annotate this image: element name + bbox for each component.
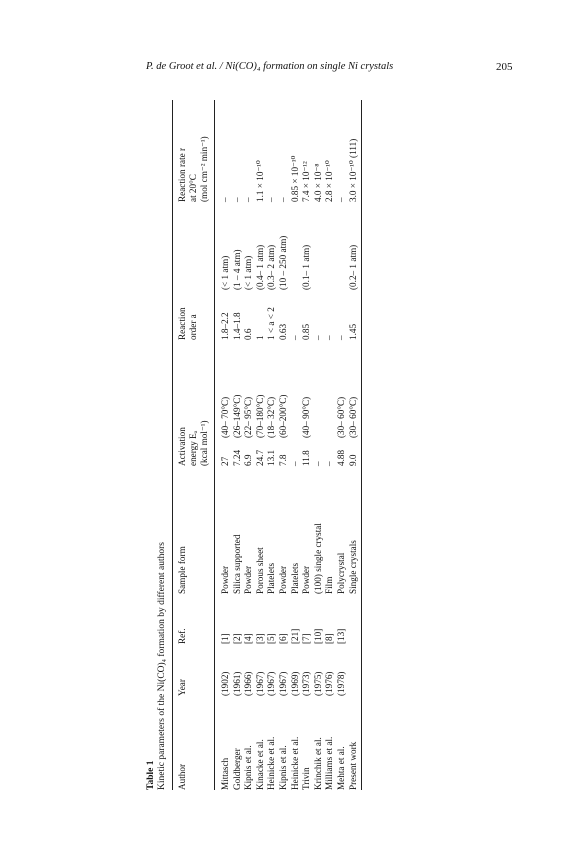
cell-ea: 4.88 xyxy=(336,449,346,466)
cell-ea: 6.9 xyxy=(243,454,254,466)
cell-ref: [10] xyxy=(312,628,323,644)
cell-ref: [1] xyxy=(220,633,230,644)
cell-ea: 27 xyxy=(220,456,230,466)
cell-sample: (100) single crystal xyxy=(312,523,323,594)
cell-sample: Powder xyxy=(278,565,288,594)
table-row xyxy=(232,100,243,790)
cell-author: Kipnis et al. xyxy=(278,745,288,790)
cell-year: (1967) xyxy=(254,671,265,696)
cell-ref: [8] xyxy=(324,633,335,644)
cell-order: 1.8–2.2 xyxy=(220,312,230,340)
cell-order-range: (< 1 atm) xyxy=(243,255,254,290)
cell-author: Kipnis et al. xyxy=(243,745,254,790)
cell-ref: [7] xyxy=(301,633,312,644)
cell-sample: Platelets xyxy=(266,562,277,594)
cell-year: (1967) xyxy=(266,671,277,696)
cell-ref: [5] xyxy=(266,633,277,644)
cell-ref: [4] xyxy=(243,633,254,644)
cell-author: Goldberger xyxy=(231,748,242,790)
cell-rate: 4.0 × 10⁻⁸ xyxy=(312,163,323,202)
table-label: Table 1 xyxy=(146,760,156,790)
cell-order: – xyxy=(312,335,323,340)
cell-order: 0.63 xyxy=(278,323,288,340)
cell-sample: Single crystals xyxy=(347,540,358,594)
cell-sample: Platelets xyxy=(289,562,300,594)
table-row xyxy=(266,100,277,790)
header-author: Author xyxy=(177,763,187,790)
cell-order: – xyxy=(336,335,346,340)
cell-order: 0.6 xyxy=(243,328,254,340)
cell-ea: – xyxy=(324,461,335,466)
cell-sample: Porous sheet xyxy=(254,547,265,594)
header-rate-2: at 20°C xyxy=(188,174,198,202)
cell-ea-range: (30– 60°C) xyxy=(347,396,358,438)
table-row xyxy=(313,100,324,790)
cell-ea-range: (40– 70°C) xyxy=(220,396,230,438)
cell-order: 1.45 xyxy=(347,323,358,340)
cell-order: – xyxy=(324,335,335,340)
cell-ref: [21] xyxy=(289,628,300,644)
header-order-1: Reaction xyxy=(177,307,187,340)
cell-rate: – xyxy=(336,197,346,202)
header-activation-3: (kcal mol⁻¹) xyxy=(199,420,209,466)
table-row xyxy=(255,100,266,790)
table-row xyxy=(278,100,289,790)
bottom-rule xyxy=(361,100,362,790)
cell-order: – xyxy=(289,335,300,340)
cell-year: (1973) xyxy=(301,671,312,696)
header-rate-3: (mol cm⁻² min⁻¹) xyxy=(199,136,209,202)
cell-author: Trivin xyxy=(301,767,312,790)
cell-rate: – xyxy=(220,197,230,202)
cell-rate: 3.0 × 10⁻¹⁰ (111) xyxy=(347,138,358,202)
cell-sample: Polycrystal xyxy=(336,552,346,594)
cell-order-range: (10 – 250 atm) xyxy=(278,235,288,290)
page-number: 205 xyxy=(496,61,513,73)
cell-rate: – xyxy=(278,197,288,202)
table-title: Kinetic parameters of the Ni(CO)₄ formation by different authors xyxy=(157,542,167,790)
cell-year: (1966) xyxy=(243,671,254,696)
cell-ref: [13] xyxy=(336,628,346,644)
cell-ea-range: (70–180°C) xyxy=(254,394,265,438)
cell-ea-range: (18– 32°C) xyxy=(266,396,277,438)
cell-sample: Silica supported xyxy=(231,534,242,594)
table-row xyxy=(336,100,347,790)
cell-rate: – xyxy=(266,197,277,202)
cell-year: (1975) xyxy=(312,671,323,696)
top-rule xyxy=(172,100,173,790)
cell-ea: 13.1 xyxy=(266,449,277,466)
header-year: Year xyxy=(177,679,187,696)
table-row xyxy=(324,100,335,790)
cell-order-range: (0.3– 2 atm) xyxy=(266,244,277,290)
cell-sample: Powder xyxy=(301,565,312,594)
cell-author: Mittasch xyxy=(220,757,230,790)
cell-ea: 7.24 xyxy=(231,449,242,466)
cell-year: (1976) xyxy=(324,671,335,696)
cell-ea-range: (60–200°C) xyxy=(278,394,288,438)
cell-rate: – xyxy=(231,197,242,202)
cell-ea: 7.8 xyxy=(278,454,288,466)
cell-author: Kinacke et al. xyxy=(254,739,265,790)
cell-sample: Film xyxy=(324,576,335,594)
cell-author: Present work xyxy=(347,741,358,790)
cell-ea-range: (26–149°C) xyxy=(231,394,242,438)
cell-author: Milliams et al. xyxy=(324,736,335,790)
cell-year: (1978) xyxy=(336,671,346,696)
cell-ref: [2] xyxy=(231,633,242,644)
cell-ea: 11.8 xyxy=(301,450,312,466)
cell-rate: 0.85 × 10⁻¹⁰ xyxy=(289,155,300,202)
header-sample: Sample form xyxy=(177,546,187,594)
cell-sample: Powder xyxy=(220,565,230,594)
cell-order-range: (1 – 4 atm) xyxy=(231,249,242,290)
rotated-table xyxy=(146,100,436,790)
cell-ea: – xyxy=(289,461,300,466)
cell-order-range: (< 1 atm) xyxy=(220,255,230,290)
cell-order: 1 < a < 2 xyxy=(266,307,277,340)
header-rule xyxy=(214,100,215,790)
cell-ea-range: (40– 90°C) xyxy=(301,396,312,438)
cell-rate: – xyxy=(243,197,254,202)
cell-ref: [6] xyxy=(278,633,288,644)
cell-author: Heinicke et al. xyxy=(289,736,300,790)
table-row xyxy=(243,100,254,790)
table-caption xyxy=(146,542,168,790)
cell-ref: [3] xyxy=(254,633,265,644)
table-row xyxy=(348,100,359,790)
table-row xyxy=(220,100,231,790)
cell-year: (1902) xyxy=(220,671,230,696)
header-order-2: order a xyxy=(188,314,198,340)
cell-year: (1967) xyxy=(278,671,288,696)
cell-ea: – xyxy=(312,461,323,466)
cell-ea: 24.7 xyxy=(254,449,265,466)
running-head: P. de Groot et al. / Ni(CO)₄ formation on single Ni crystals xyxy=(146,61,394,72)
cell-rate: 2.8 × 10⁻¹⁰ xyxy=(324,160,335,202)
table-row xyxy=(290,100,301,790)
table-row xyxy=(301,100,312,790)
cell-ea-range: (30– 60°C) xyxy=(336,396,346,438)
cell-order: 1 xyxy=(254,335,265,340)
cell-order-range: (0.4– 1 atm) xyxy=(254,244,265,290)
cell-ea: 9.0 xyxy=(347,454,358,466)
cell-rate: 7.4 × 10⁻¹² xyxy=(301,161,312,202)
cell-order: 0.85 xyxy=(301,323,312,340)
cell-year: (1969) xyxy=(289,671,300,696)
cell-author: Krinchik et al. xyxy=(312,737,323,790)
cell-rate: 1.1 × 10⁻¹⁰ xyxy=(254,160,265,202)
cell-order-range: (0.1– 1 atm) xyxy=(301,244,312,290)
header-ref: Ref. xyxy=(177,628,187,644)
cell-order-range: (0.2– 1 atm) xyxy=(347,244,358,290)
header-rate-1: Reaction rate r xyxy=(177,147,187,202)
cell-author: Heinicke et al. xyxy=(266,736,277,790)
cell-author: Mehta et al. xyxy=(336,746,346,790)
cell-year: (1961) xyxy=(231,671,242,696)
cell-sample: Powder xyxy=(243,565,254,594)
header-activation-2: energy Eₐ xyxy=(188,430,198,466)
header-activation-1: Activation xyxy=(177,427,187,466)
cell-ea-range: (22– 95°C) xyxy=(243,396,254,438)
cell-order: 1.4–1.8 xyxy=(231,312,242,340)
